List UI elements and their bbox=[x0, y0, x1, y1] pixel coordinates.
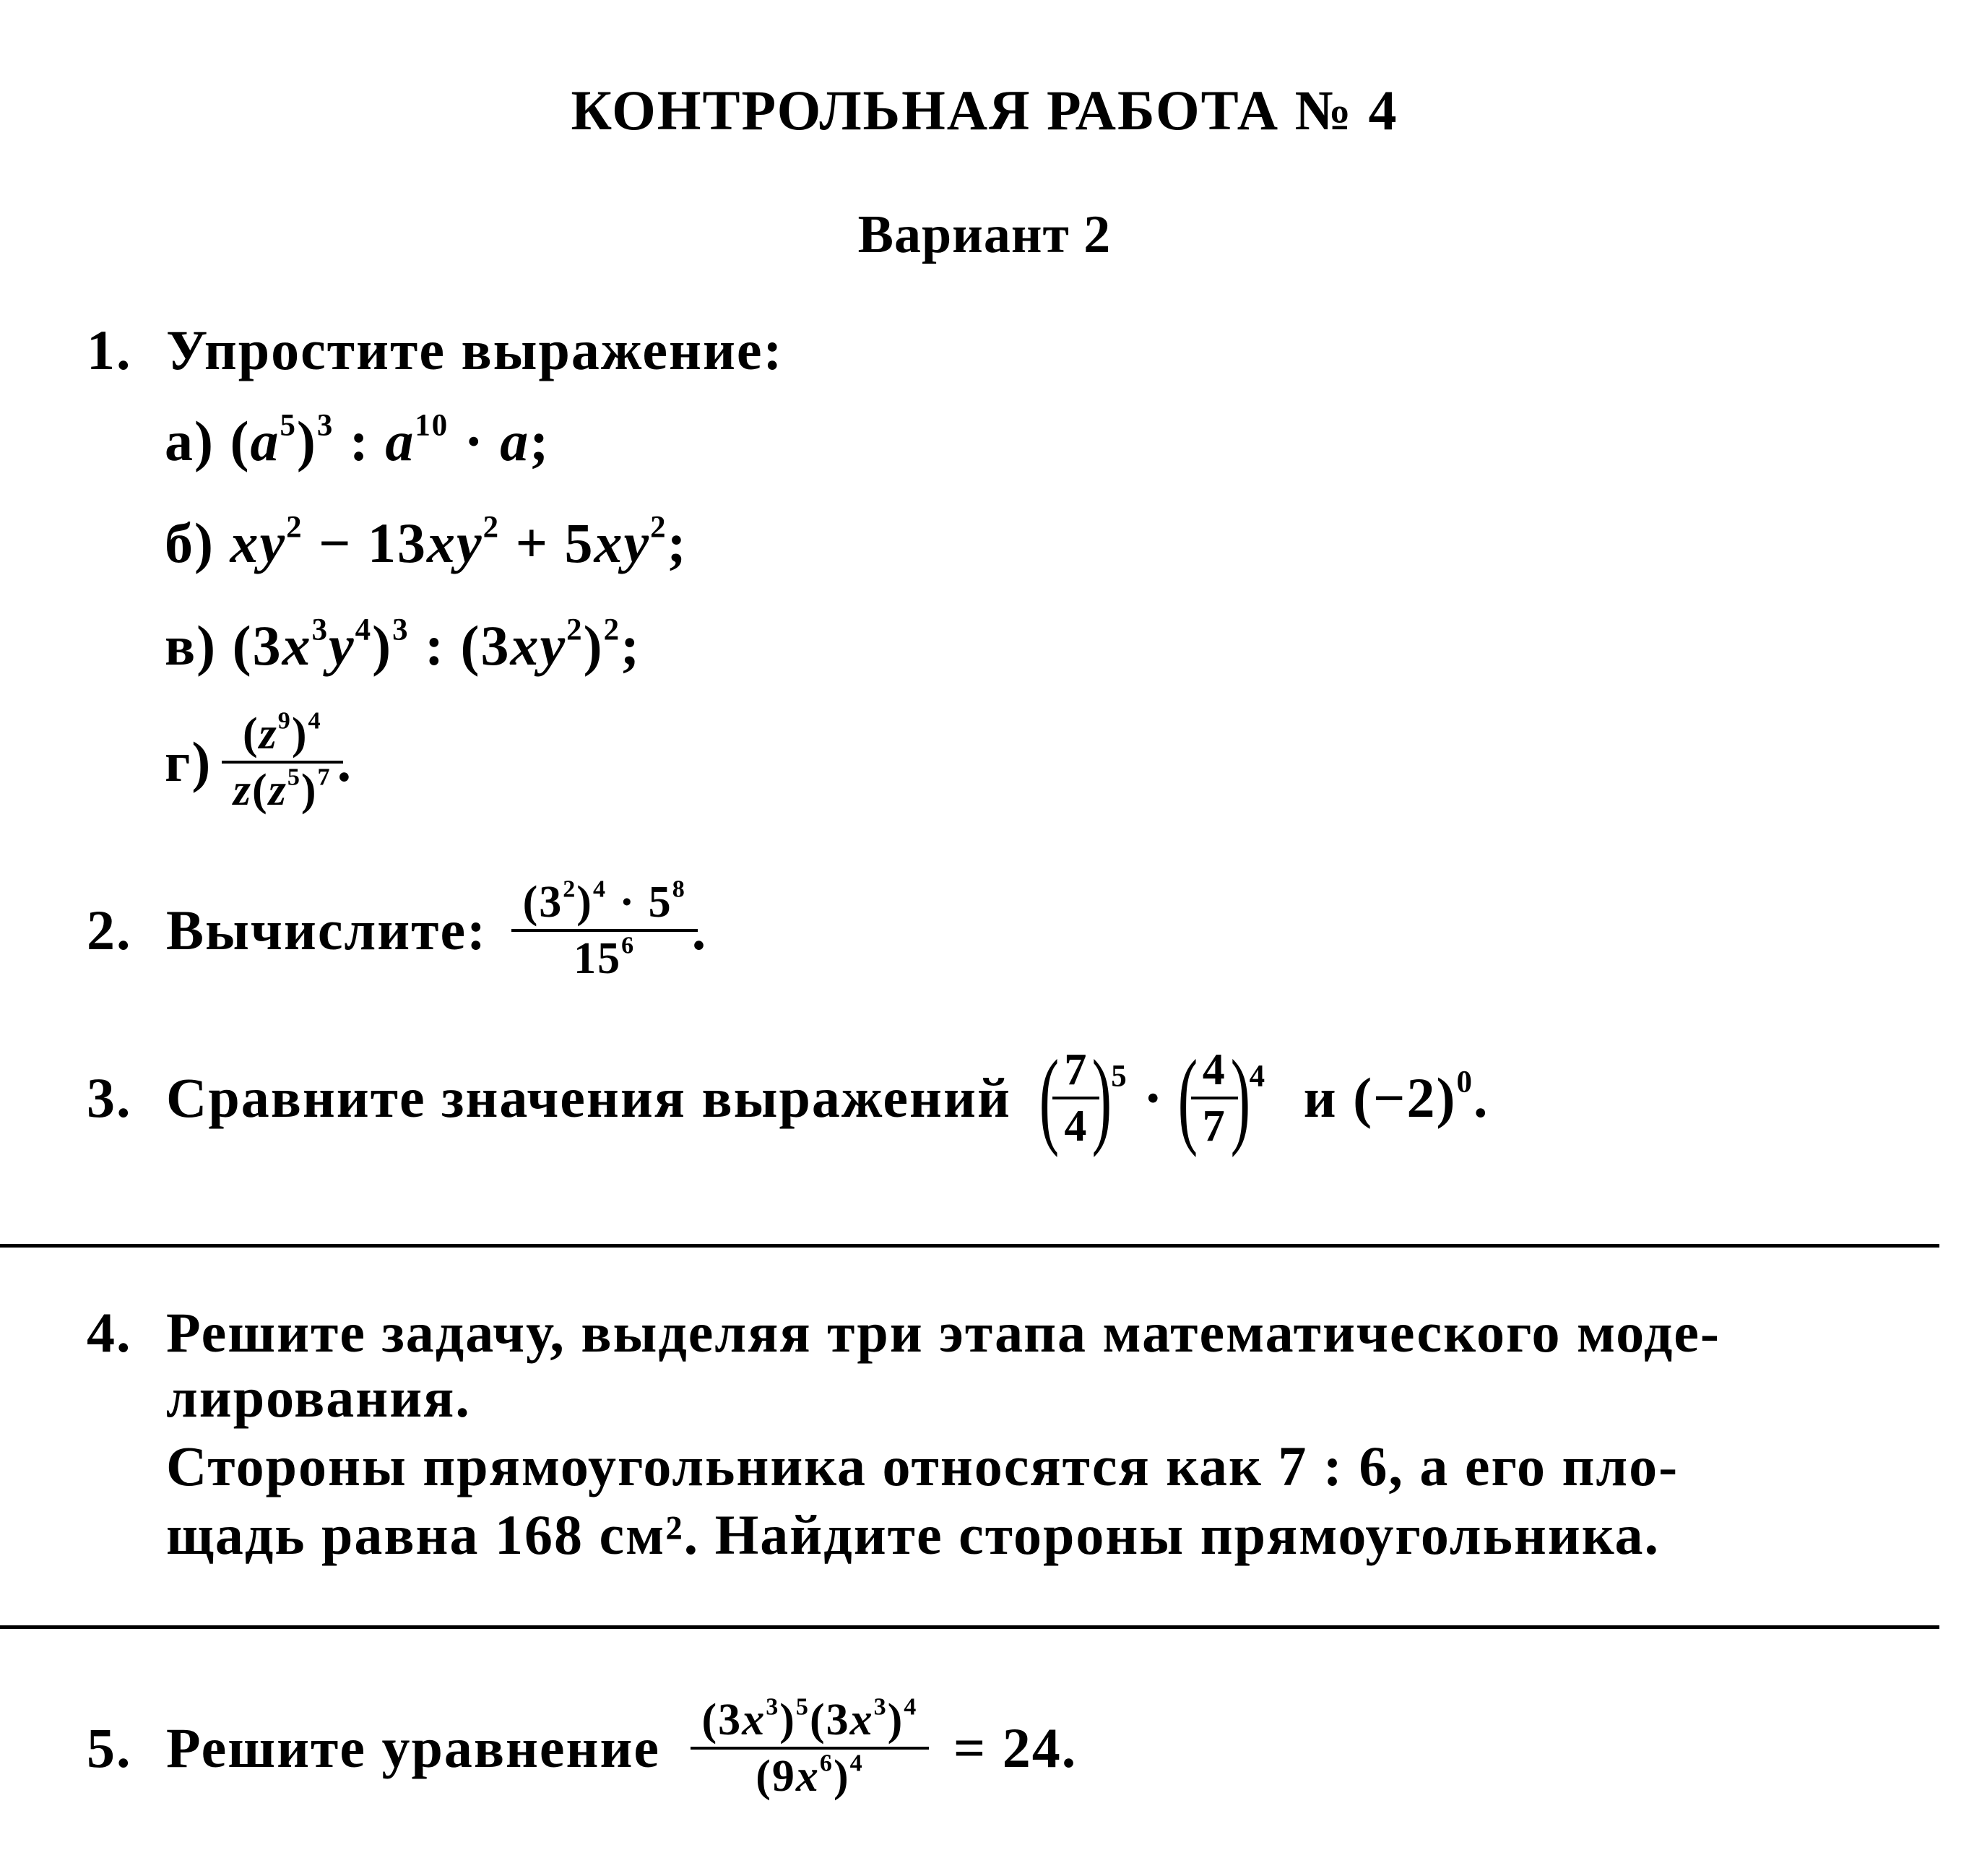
task5: 5. Решите уравнение $\frac{(3x^3)^5(3x^3)^4}{(9x^6)^4}$ = 24. bbox=[87, 1693, 1078, 1801]
expr-1a: $(a^5)^3$ : $a^{10} \cdot a$; bbox=[230, 408, 550, 472]
expr-1v: $(3x^3y^4)^3$ : $(3xy^2)^2$; bbox=[232, 613, 641, 677]
expr-3: ( $\frac{7}{4}$ )$^5$ · ( $\frac{4}{7}$ )$^4$ bbox=[1039, 1038, 1267, 1158]
expr-1g: $\frac{(z^9)^4}{z(z^5)^7}$ bbox=[228, 712, 337, 813]
task3: 3. Сравните значения выражений ( $\frac{7}{4}$ )$^5$ · ( $\frac{4}{7}$ )$^4$ и $(-2)^0$. bbox=[87, 1038, 1489, 1158]
task2: 2. Вычислите: $\frac{(3^2)^4 \cdot 5^8}{15^6}$ . bbox=[87, 876, 708, 983]
task1-g: г) $\frac{(z^9)^4}{z(z^5)^7}$ . bbox=[165, 707, 353, 815]
task1-heading: 1. Упростите выражение: bbox=[87, 319, 784, 381]
divider-line bbox=[0, 1244, 1939, 1248]
task4-line2: лирования. bbox=[166, 1366, 471, 1429]
task4-line1: 4. Решите задачу, выделяя три этапа математического моде- bbox=[87, 1301, 1721, 1364]
expr-5: $\frac{(3x^3)^5(3x^3)^4}{(9x^6)^4}$ bbox=[696, 1698, 924, 1799]
expr-3-compare: $(-2)^0$. bbox=[1353, 1065, 1489, 1129]
page-title: КОНТРОЛЬНАЯ РАБОТА № 4 bbox=[571, 79, 1398, 142]
task4-line3: Стороны прямоугольника относятся как 7 : 6, а его пло- bbox=[166, 1435, 1679, 1497]
task1-a: а) $(a^5)^3$ : $a^{10} \cdot a$; bbox=[165, 408, 550, 472]
expr-2: $\frac{(3^2)^4 \cdot 5^8}{15^6}$ bbox=[517, 880, 692, 981]
task1-v: в) $(3x^3y^4)^3$ : $(3xy^2)^2$; bbox=[165, 613, 641, 677]
divider-line bbox=[0, 1625, 1939, 1629]
expr-1b: $xy^2 - 13xy^2 + 5xy^2$; bbox=[230, 510, 688, 574]
task4-line4: щадь равна 168 см². Найдите стороны прямоугольника. bbox=[166, 1503, 1660, 1566]
variant-label: Вариант 2 bbox=[857, 205, 1112, 264]
task1-b: б) $xy^2 - 13xy^2 + 5xy^2$; bbox=[165, 510, 688, 574]
